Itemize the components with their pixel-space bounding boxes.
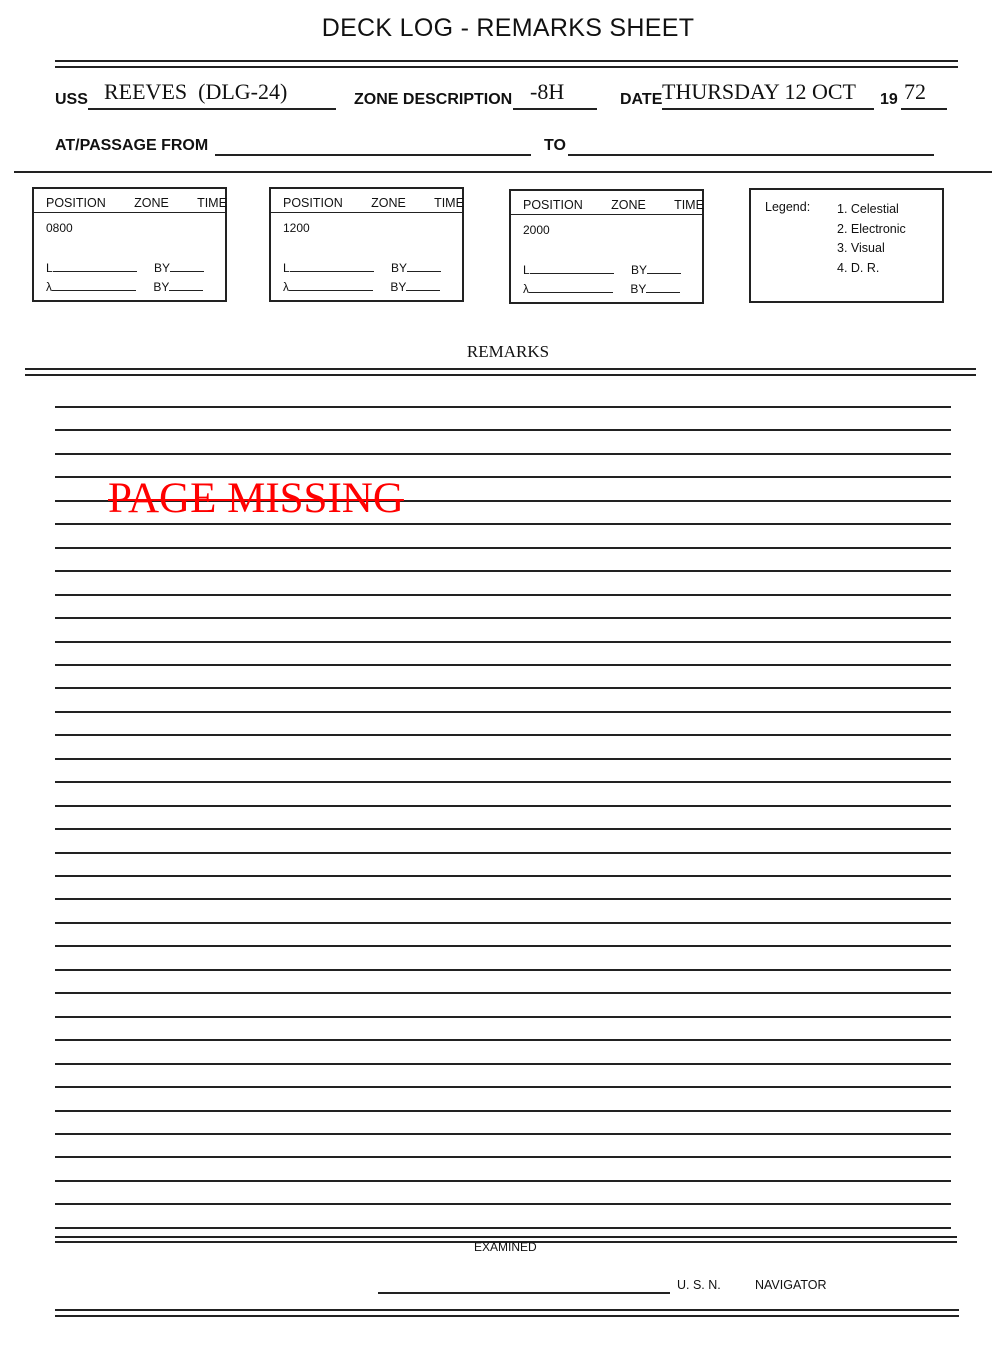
- remarks-ruled-line: [55, 453, 951, 455]
- remarks-divider-top: [25, 368, 976, 370]
- longitude-field: [52, 280, 136, 291]
- by-label: BY: [391, 261, 408, 275]
- remarks-ruled-line: [55, 1203, 951, 1205]
- by-field: [406, 280, 440, 291]
- page-bottom-divider-top: [55, 1309, 959, 1311]
- page-title: DECK LOG - REMARKS SHEET: [321, 14, 695, 42]
- year-value: 72: [904, 79, 926, 104]
- by-field: [407, 261, 441, 272]
- remarks-ruled-line: [55, 945, 951, 947]
- title-divider-bottom: [55, 66, 958, 68]
- longitude-row: [283, 280, 440, 294]
- remarks-ruled-line: [55, 1016, 951, 1018]
- remarks-ruled-line: [55, 969, 951, 971]
- latitude-row: [523, 263, 681, 277]
- examined-label: EXAMINED: [474, 1240, 537, 1254]
- date-value: THURSDAY 12 OCT: [662, 79, 856, 104]
- longitude-row: [523, 282, 680, 296]
- position-box-1200: [269, 187, 464, 302]
- remarks-ruled-line: [55, 1086, 951, 1088]
- header-divider: [14, 171, 992, 173]
- remarks-ruled-line: [55, 898, 951, 900]
- legend-item: 2. Electronic: [837, 221, 906, 236]
- signature-line: [378, 1292, 670, 1294]
- page-bottom-divider-bottom: [55, 1315, 959, 1317]
- date-field-line: [662, 108, 874, 110]
- latitude-row: [283, 261, 441, 275]
- remarks-ruled-line: [55, 547, 951, 549]
- legend-item: 4. D. R.: [837, 260, 880, 275]
- by-label: BY: [154, 261, 171, 275]
- remarks-ruled-line: [55, 687, 951, 689]
- remarks-ruled-line: [55, 781, 951, 783]
- passage-from-label: AT/PASSAGE FROM: [55, 137, 209, 154]
- longitude-label: λ: [523, 282, 529, 296]
- position-time: 2000: [523, 223, 550, 237]
- passage-from-field-line: [215, 154, 531, 156]
- year-prefix: 19: [880, 91, 898, 108]
- remarks-ruled-line: [55, 429, 951, 431]
- longitude-row: [46, 280, 203, 294]
- remarks-ruled-line: [55, 570, 951, 572]
- by-label: BY: [390, 280, 407, 294]
- by-label: BY: [153, 280, 170, 294]
- position-box-header: POSITION ZONE TIME: [271, 189, 462, 213]
- remarks-ruled-line: [55, 852, 951, 854]
- remarks-ruled-line: [55, 641, 951, 643]
- by-field: [646, 282, 680, 293]
- remarks-ruled-line: [55, 922, 951, 924]
- remarks-ruled-line: [55, 875, 951, 877]
- remarks-ruled-line: [55, 1156, 951, 1158]
- remarks-ruled-line: [55, 758, 951, 760]
- longitude-field: [289, 280, 373, 291]
- remarks-header: REMARKS: [466, 342, 550, 361]
- remarks-ruled-line: [55, 664, 951, 666]
- latitude-row: [46, 261, 204, 275]
- position-box-header: POSITION ZONE TIME: [511, 191, 702, 215]
- position-box-header: POSITION ZONE TIME: [34, 189, 225, 213]
- longitude-field: [529, 282, 613, 293]
- remarks-ruled-line: [55, 1039, 951, 1041]
- year-field-line: [901, 108, 947, 110]
- uss-value: REEVES (DLG-24): [104, 79, 288, 104]
- remarks-ruled-line: [55, 523, 951, 525]
- usn-label: U. S. N.: [677, 1278, 721, 1292]
- footer-divider-top: [55, 1236, 957, 1238]
- remarks-ruled-line: [55, 1180, 951, 1182]
- uss-label: USS: [55, 91, 88, 108]
- remarks-ruled-line: [55, 734, 951, 736]
- remarks-ruled-line: [55, 1227, 951, 1229]
- zone-description-label: ZONE DESCRIPTION: [354, 91, 513, 108]
- remarks-ruled-line: [55, 1110, 951, 1112]
- legend-box: [749, 188, 944, 303]
- remarks-ruled-line: [55, 828, 951, 830]
- remarks-divider-bottom: [25, 374, 976, 376]
- legend-list: [837, 200, 906, 278]
- latitude-field: [530, 263, 614, 274]
- position-time: 1200: [283, 221, 310, 235]
- page-missing-stamp: PAGE MISSING: [108, 475, 404, 522]
- to-label: TO: [544, 137, 566, 154]
- by-field: [170, 261, 204, 272]
- latitude-label: L: [283, 261, 290, 275]
- navigator-label: NAVIGATOR: [755, 1278, 827, 1292]
- zone-value: -8H: [530, 79, 565, 104]
- latitude-label: L: [523, 263, 530, 277]
- remarks-ruled-line: [55, 594, 951, 596]
- remarks-ruled-line: [55, 711, 951, 713]
- remarks-ruled-line: [55, 1133, 951, 1135]
- latitude-field: [53, 261, 137, 272]
- date-label: DATE: [620, 91, 663, 108]
- by-label: BY: [631, 263, 648, 277]
- legend-item: 3. Visual: [837, 241, 885, 255]
- by-field: [647, 263, 681, 274]
- remarks-ruled-line: [55, 406, 951, 408]
- by-field: [169, 280, 203, 291]
- legend-item: 1. Celestial: [837, 202, 899, 216]
- to-field-line: [568, 154, 934, 156]
- position-box-0800: [32, 187, 227, 302]
- latitude-field: [290, 261, 374, 272]
- remarks-ruled-line: [55, 1063, 951, 1065]
- title-divider-top: [55, 60, 958, 62]
- longitude-label: λ: [46, 280, 52, 294]
- longitude-label: λ: [283, 280, 289, 294]
- position-box-2000: [509, 189, 704, 304]
- remarks-ruled-line: [55, 992, 951, 994]
- latitude-label: L: [46, 261, 53, 275]
- by-label: BY: [630, 282, 647, 296]
- remarks-ruled-line: [55, 805, 951, 807]
- zone-field-line: [513, 108, 597, 110]
- remarks-ruled-line: [55, 617, 951, 619]
- legend-label: Legend:: [765, 200, 811, 214]
- position-time: 0800: [46, 221, 73, 235]
- uss-field-line: [88, 108, 336, 110]
